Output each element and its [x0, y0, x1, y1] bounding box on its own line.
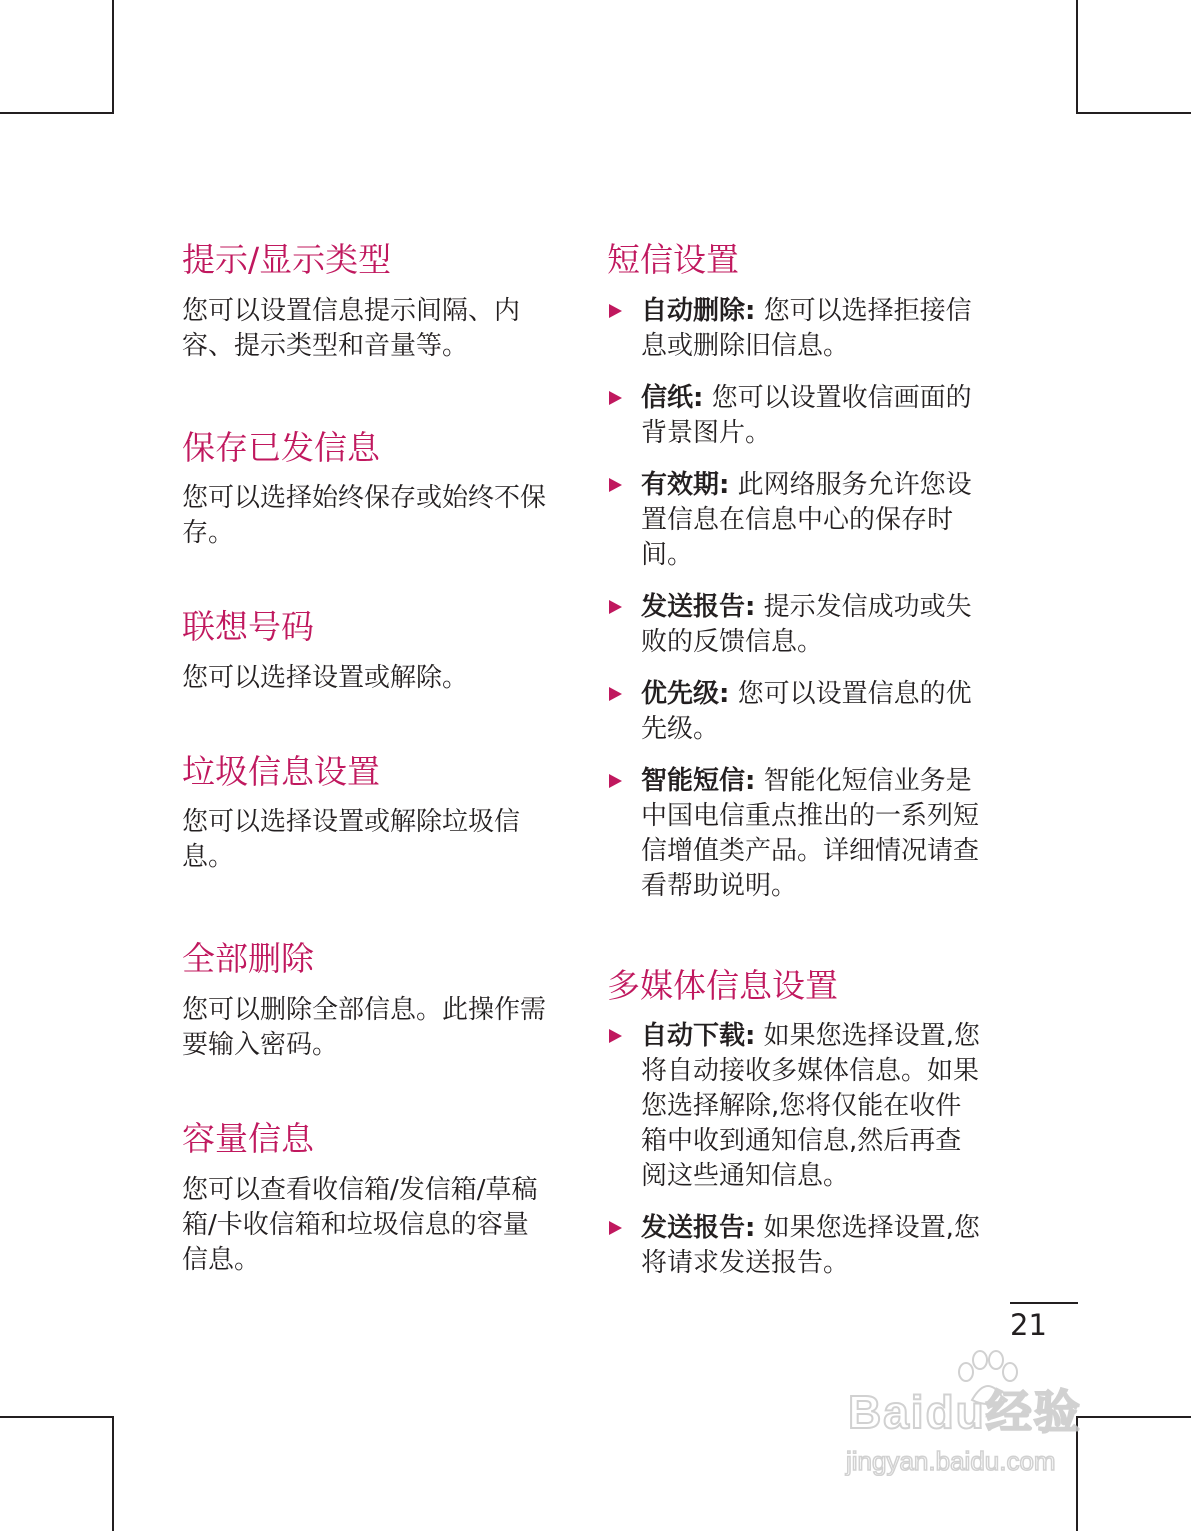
item-text: 提示发信成功或失败的反馈信息。: [641, 591, 972, 657]
section-save-sent: [182, 428, 554, 552]
item-text: 智能化短信业务是中国电信重点推出的一系列短信增值类产品。详细情况请查看帮助说明。: [641, 765, 980, 901]
section-number-suggest: [182, 607, 554, 696]
left-column: [182, 240, 554, 1342]
item-text: 如果您选择设置,您将自动接收多媒体信息。如果您选择解除,您将仅能在收件箱中收到通知信息,然后再查阅这些通知信息。: [641, 1021, 980, 1192]
watermark-logo: Baidu经验: [848, 1386, 1082, 1438]
item-term: 优先级:: [641, 678, 730, 709]
crop-mark: [112, 0, 114, 114]
section-title: 保存已发信息: [182, 427, 380, 467]
section-body: 您可以选择设置或解除垃圾信息。: [182, 807, 521, 873]
section-title: 容量信息: [182, 1118, 314, 1158]
section-body: 您可以查看收信箱/发信箱/草稿箱/卡收信箱和垃圾信息的容量信息。: [182, 1174, 538, 1275]
item-term: 自动下载:: [641, 1021, 756, 1052]
crop-mark: [0, 1416, 114, 1418]
item-text: 您可以选择拒接信息或删除旧信息。: [641, 295, 972, 361]
triangle-bullet-icon: [609, 774, 622, 788]
sms-settings-list: [607, 294, 987, 904]
triangle-bullet-icon: [609, 478, 622, 492]
crop-mark: [1076, 112, 1191, 114]
item-term: 有效期:: [641, 469, 730, 500]
item-text: 如果您选择设置,您将请求发送报告。: [641, 1213, 980, 1279]
section-delete-all: [182, 939, 554, 1063]
list-item: [607, 468, 987, 573]
section-body: 您可以选择设置或解除。: [182, 662, 469, 693]
item-text: 此网络服务允许您设置信息在信息中心的保存时间。: [641, 469, 972, 570]
section-alert-type: [182, 240, 554, 364]
triangle-bullet-icon: [609, 391, 622, 405]
list-item: [607, 677, 987, 747]
item-term: 智能短信:: [641, 765, 756, 796]
list-item: [607, 590, 987, 660]
watermark-url: jingyan.baidu.com: [846, 1446, 1056, 1476]
mms-settings-list: [607, 1019, 987, 1281]
sms-settings-title: 短信设置: [607, 240, 739, 279]
list-item: [607, 764, 987, 904]
list-item: [607, 1019, 987, 1194]
section-spam-settings: [182, 752, 554, 876]
right-column: [607, 240, 987, 1343]
triangle-bullet-icon: [609, 1029, 622, 1043]
section-title: 垃圾信息设置: [182, 751, 380, 791]
list-item: [607, 381, 987, 451]
crop-mark: [112, 1416, 114, 1531]
page-number: 21: [1010, 1308, 1047, 1342]
page-number-rule: [1010, 1302, 1078, 1304]
triangle-bullet-icon: [609, 1221, 622, 1235]
item-text: 您可以设置收信画面的背景图片。: [641, 382, 972, 448]
triangle-bullet-icon: [609, 600, 622, 614]
triangle-bullet-icon: [609, 304, 622, 318]
section-body: 您可以删除全部信息。此操作需要输入密码。: [182, 994, 547, 1060]
section-title: 全部删除: [182, 939, 314, 979]
item-term: 自动删除:: [641, 295, 756, 326]
section-capacity: [182, 1119, 554, 1278]
triangle-bullet-icon: [609, 687, 622, 701]
baidu-watermark: [840, 1350, 1130, 1490]
crop-mark: [0, 112, 114, 114]
item-term: 发送报告:: [641, 1213, 756, 1244]
section-title: 联想号码: [182, 607, 314, 647]
item-term: 发送报告:: [641, 591, 756, 622]
mms-settings-title: 多媒体信息设置: [607, 965, 838, 1005]
section-title: 提示/显示类型: [182, 240, 392, 279]
item-term: 信纸:: [641, 382, 704, 413]
section-body: 您可以选择始终保存或始终不保存。: [182, 483, 547, 549]
list-item: [607, 1211, 987, 1281]
item-text: 您可以设置信息的优先级。: [641, 678, 972, 744]
crop-mark: [1076, 0, 1078, 114]
list-item: [607, 294, 987, 364]
section-body: 您可以设置信息提示间隔、内容、提示类型和音量等。: [182, 295, 521, 361]
